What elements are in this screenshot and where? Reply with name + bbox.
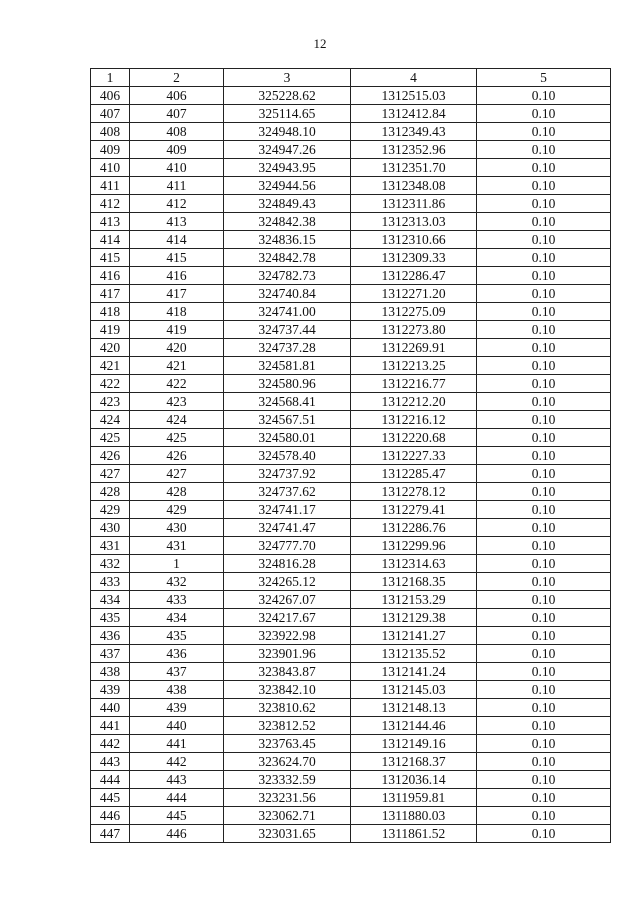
value-cell: 0.10 <box>477 105 611 123</box>
x-coordinate-cell: 323624.70 <box>224 753 351 771</box>
row-number-cell: 436 <box>91 627 130 645</box>
point-number-cell: 413 <box>130 213 224 231</box>
row-number-cell: 421 <box>91 357 130 375</box>
table-row <box>91 357 611 375</box>
x-coordinate-cell: 324580.96 <box>224 375 351 393</box>
x-coordinate-cell: 324842.78 <box>224 249 351 267</box>
x-coordinate-cell: 325114.65 <box>224 105 351 123</box>
value-cell: 0.10 <box>477 195 611 213</box>
x-coordinate-cell: 325228.62 <box>224 87 351 105</box>
value-cell: 0.10 <box>477 537 611 555</box>
table-row <box>91 501 611 519</box>
point-number-cell: 416 <box>130 267 224 285</box>
table-row <box>91 213 611 231</box>
point-number-cell: 421 <box>130 357 224 375</box>
point-number-cell: 432 <box>130 573 224 591</box>
y-coordinate-cell: 1312227.33 <box>351 447 477 465</box>
row-number-cell: 418 <box>91 303 130 321</box>
value-cell: 0.10 <box>477 717 611 735</box>
point-number-cell: 438 <box>130 681 224 699</box>
value-cell: 0.10 <box>477 609 611 627</box>
x-coordinate-cell: 323332.59 <box>224 771 351 789</box>
y-coordinate-cell: 1312273.80 <box>351 321 477 339</box>
y-coordinate-cell: 1311880.03 <box>351 807 477 825</box>
point-number-cell: 422 <box>130 375 224 393</box>
column-header: 5 <box>477 69 611 87</box>
table-row <box>91 555 611 573</box>
value-cell: 0.10 <box>477 213 611 231</box>
row-number-cell: 428 <box>91 483 130 501</box>
x-coordinate-cell: 324267.07 <box>224 591 351 609</box>
value-cell: 0.10 <box>477 375 611 393</box>
row-number-cell: 431 <box>91 537 130 555</box>
point-number-cell: 430 <box>130 519 224 537</box>
row-number-cell: 434 <box>91 591 130 609</box>
table-body <box>91 87 611 843</box>
x-coordinate-cell: 324782.73 <box>224 267 351 285</box>
value-cell: 0.10 <box>477 825 611 843</box>
y-coordinate-cell: 1312279.41 <box>351 501 477 519</box>
row-number-cell: 443 <box>91 753 130 771</box>
row-number-cell: 444 <box>91 771 130 789</box>
y-coordinate-cell: 1312145.03 <box>351 681 477 699</box>
value-cell: 0.10 <box>477 663 611 681</box>
table-row <box>91 123 611 141</box>
x-coordinate-cell: 324740.84 <box>224 285 351 303</box>
point-number-cell: 420 <box>130 339 224 357</box>
value-cell: 0.10 <box>477 429 611 447</box>
table-row <box>91 609 611 627</box>
table-row <box>91 303 611 321</box>
row-number-cell: 407 <box>91 105 130 123</box>
x-coordinate-cell: 324816.28 <box>224 555 351 573</box>
point-number-cell: 446 <box>130 825 224 843</box>
table-row <box>91 771 611 789</box>
value-cell: 0.10 <box>477 483 611 501</box>
table-row <box>91 825 611 843</box>
table-row <box>91 699 611 717</box>
x-coordinate-cell: 324567.51 <box>224 411 351 429</box>
value-cell: 0.10 <box>477 339 611 357</box>
row-number-cell: 425 <box>91 429 130 447</box>
x-coordinate-cell: 324581.81 <box>224 357 351 375</box>
y-coordinate-cell: 1312216.77 <box>351 375 477 393</box>
point-number-cell: 429 <box>130 501 224 519</box>
x-coordinate-cell: 323810.62 <box>224 699 351 717</box>
x-coordinate-cell: 324777.70 <box>224 537 351 555</box>
x-coordinate-cell: 324568.41 <box>224 393 351 411</box>
row-number-cell: 424 <box>91 411 130 429</box>
point-number-cell: 409 <box>130 141 224 159</box>
point-number-cell: 412 <box>130 195 224 213</box>
x-coordinate-cell: 324948.10 <box>224 123 351 141</box>
value-cell: 0.10 <box>477 699 611 717</box>
y-coordinate-cell: 1312311.86 <box>351 195 477 213</box>
point-number-cell: 425 <box>130 429 224 447</box>
table-row <box>91 393 611 411</box>
value-cell: 0.10 <box>477 753 611 771</box>
table-row <box>91 627 611 645</box>
row-number-cell: 440 <box>91 699 130 717</box>
value-cell: 0.10 <box>477 303 611 321</box>
x-coordinate-cell: 323922.98 <box>224 627 351 645</box>
y-coordinate-cell: 1312285.47 <box>351 465 477 483</box>
row-number-cell: 419 <box>91 321 130 339</box>
row-number-cell: 439 <box>91 681 130 699</box>
row-number-cell: 446 <box>91 807 130 825</box>
x-coordinate-cell: 324741.47 <box>224 519 351 537</box>
table-row <box>91 177 611 195</box>
value-cell: 0.10 <box>477 393 611 411</box>
row-number-cell: 413 <box>91 213 130 231</box>
x-coordinate-cell: 324741.17 <box>224 501 351 519</box>
y-coordinate-cell: 1312149.16 <box>351 735 477 753</box>
value-cell: 0.10 <box>477 573 611 591</box>
point-number-cell: 442 <box>130 753 224 771</box>
column-header: 3 <box>224 69 351 87</box>
point-number-cell: 445 <box>130 807 224 825</box>
row-number-cell: 438 <box>91 663 130 681</box>
value-cell: 0.10 <box>477 123 611 141</box>
x-coordinate-cell: 323843.87 <box>224 663 351 681</box>
point-number-cell: 433 <box>130 591 224 609</box>
table-row <box>91 591 611 609</box>
value-cell: 0.10 <box>477 357 611 375</box>
point-number-cell: 406 <box>130 87 224 105</box>
x-coordinate-cell: 324943.95 <box>224 159 351 177</box>
row-number-cell: 427 <box>91 465 130 483</box>
table-row <box>91 717 611 735</box>
value-cell: 0.10 <box>477 411 611 429</box>
row-number-cell: 412 <box>91 195 130 213</box>
row-number-cell: 442 <box>91 735 130 753</box>
row-number-cell: 406 <box>91 87 130 105</box>
x-coordinate-cell: 324842.38 <box>224 213 351 231</box>
table-row <box>91 375 611 393</box>
y-coordinate-cell: 1312129.38 <box>351 609 477 627</box>
value-cell: 0.10 <box>477 159 611 177</box>
row-number-cell: 409 <box>91 141 130 159</box>
page-number: 12 <box>313 36 327 51</box>
point-number-cell: 434 <box>130 609 224 627</box>
value-cell: 0.10 <box>477 627 611 645</box>
y-coordinate-cell: 1312269.91 <box>351 339 477 357</box>
point-number-cell: 423 <box>130 393 224 411</box>
y-coordinate-cell: 1312286.47 <box>351 267 477 285</box>
point-number-cell: 441 <box>130 735 224 753</box>
value-cell: 0.10 <box>477 555 611 573</box>
table-row <box>91 663 611 681</box>
row-number-cell: 416 <box>91 267 130 285</box>
table-row <box>91 537 611 555</box>
point-number-cell: 435 <box>130 627 224 645</box>
y-coordinate-cell: 1312213.25 <box>351 357 477 375</box>
y-coordinate-cell: 1312212.20 <box>351 393 477 411</box>
point-number-cell: 437 <box>130 663 224 681</box>
table-row <box>91 465 611 483</box>
value-cell: 0.10 <box>477 267 611 285</box>
table-row <box>91 789 611 807</box>
point-number-cell: 436 <box>130 645 224 663</box>
value-cell: 0.10 <box>477 645 611 663</box>
x-coordinate-cell: 324741.00 <box>224 303 351 321</box>
y-coordinate-cell: 1312313.03 <box>351 213 477 231</box>
point-number-cell: 410 <box>130 159 224 177</box>
value-cell: 0.10 <box>477 141 611 159</box>
table-row <box>91 87 611 105</box>
value-cell: 0.10 <box>477 681 611 699</box>
table-row <box>91 339 611 357</box>
y-coordinate-cell: 1312153.29 <box>351 591 477 609</box>
table-row <box>91 249 611 267</box>
x-coordinate-cell: 323231.56 <box>224 789 351 807</box>
x-coordinate-cell: 324737.44 <box>224 321 351 339</box>
table-row <box>91 645 611 663</box>
point-number-cell: 418 <box>130 303 224 321</box>
row-number-cell: 433 <box>91 573 130 591</box>
table-row <box>91 231 611 249</box>
table-row <box>91 141 611 159</box>
row-number-cell: 410 <box>91 159 130 177</box>
point-number-cell: 419 <box>130 321 224 339</box>
x-coordinate-cell: 323901.96 <box>224 645 351 663</box>
y-coordinate-cell: 1312278.12 <box>351 483 477 501</box>
y-coordinate-cell: 1312351.70 <box>351 159 477 177</box>
x-coordinate-cell: 323842.10 <box>224 681 351 699</box>
value-cell: 0.10 <box>477 465 611 483</box>
point-number-cell: 439 <box>130 699 224 717</box>
row-number-cell: 445 <box>91 789 130 807</box>
x-coordinate-cell: 324849.43 <box>224 195 351 213</box>
table-row <box>91 429 611 447</box>
table-row <box>91 735 611 753</box>
point-number-cell: 431 <box>130 537 224 555</box>
y-coordinate-cell: 1312299.96 <box>351 537 477 555</box>
x-coordinate-cell: 323031.65 <box>224 825 351 843</box>
table-row <box>91 105 611 123</box>
x-coordinate-cell: 324947.26 <box>224 141 351 159</box>
point-number-cell: 426 <box>130 447 224 465</box>
point-number-cell: 415 <box>130 249 224 267</box>
point-number-cell: 1 <box>130 555 224 573</box>
row-number-cell: 408 <box>91 123 130 141</box>
y-coordinate-cell: 1312036.14 <box>351 771 477 789</box>
row-number-cell: 437 <box>91 645 130 663</box>
value-cell: 0.10 <box>477 177 611 195</box>
row-number-cell: 435 <box>91 609 130 627</box>
y-coordinate-cell: 1312271.20 <box>351 285 477 303</box>
value-cell: 0.10 <box>477 285 611 303</box>
y-coordinate-cell: 1312144.46 <box>351 717 477 735</box>
point-number-cell: 444 <box>130 789 224 807</box>
x-coordinate-cell: 324580.01 <box>224 429 351 447</box>
column-header: 4 <box>351 69 477 87</box>
row-number-cell: 441 <box>91 717 130 735</box>
x-coordinate-cell: 324217.67 <box>224 609 351 627</box>
value-cell: 0.10 <box>477 771 611 789</box>
table-row <box>91 285 611 303</box>
x-coordinate-cell: 324737.62 <box>224 483 351 501</box>
x-coordinate-cell: 324836.15 <box>224 231 351 249</box>
point-number-cell: 408 <box>130 123 224 141</box>
point-number-cell: 424 <box>130 411 224 429</box>
value-cell: 0.10 <box>477 591 611 609</box>
row-number-cell: 414 <box>91 231 130 249</box>
row-number-cell: 430 <box>91 519 130 537</box>
y-coordinate-cell: 1312135.52 <box>351 645 477 663</box>
point-number-cell: 417 <box>130 285 224 303</box>
row-number-cell: 411 <box>91 177 130 195</box>
y-coordinate-cell: 1312314.63 <box>351 555 477 573</box>
value-cell: 0.10 <box>477 321 611 339</box>
y-coordinate-cell: 1312168.35 <box>351 573 477 591</box>
x-coordinate-cell: 324737.92 <box>224 465 351 483</box>
table-row <box>91 267 611 285</box>
y-coordinate-cell: 1312352.96 <box>351 141 477 159</box>
point-number-cell: 428 <box>130 483 224 501</box>
x-coordinate-cell: 323062.71 <box>224 807 351 825</box>
row-number-cell: 420 <box>91 339 130 357</box>
y-coordinate-cell: 1312309.33 <box>351 249 477 267</box>
table-row <box>91 483 611 501</box>
point-number-cell: 407 <box>130 105 224 123</box>
value-cell: 0.10 <box>477 87 611 105</box>
value-cell: 0.10 <box>477 249 611 267</box>
table-row <box>91 681 611 699</box>
value-cell: 0.10 <box>477 807 611 825</box>
y-coordinate-cell: 1311959.81 <box>351 789 477 807</box>
value-cell: 0.10 <box>477 447 611 465</box>
table-row <box>91 519 611 537</box>
table-row <box>91 195 611 213</box>
point-number-cell: 443 <box>130 771 224 789</box>
coordinates-table <box>90 68 611 843</box>
x-coordinate-cell: 324578.40 <box>224 447 351 465</box>
row-number-cell: 423 <box>91 393 130 411</box>
row-number-cell: 422 <box>91 375 130 393</box>
y-coordinate-cell: 1312141.27 <box>351 627 477 645</box>
row-number-cell: 417 <box>91 285 130 303</box>
y-coordinate-cell: 1312220.68 <box>351 429 477 447</box>
value-cell: 0.10 <box>477 231 611 249</box>
column-header: 1 <box>91 69 130 87</box>
table-row <box>91 447 611 465</box>
table-row <box>91 573 611 591</box>
x-coordinate-cell: 324265.12 <box>224 573 351 591</box>
table-row <box>91 411 611 429</box>
y-coordinate-cell: 1312515.03 <box>351 87 477 105</box>
table-header-row <box>91 69 611 87</box>
y-coordinate-cell: 1312216.12 <box>351 411 477 429</box>
point-number-cell: 414 <box>130 231 224 249</box>
value-cell: 0.10 <box>477 519 611 537</box>
y-coordinate-cell: 1312286.76 <box>351 519 477 537</box>
row-number-cell: 426 <box>91 447 130 465</box>
row-number-cell: 429 <box>91 501 130 519</box>
y-coordinate-cell: 1312412.84 <box>351 105 477 123</box>
table-row <box>91 753 611 771</box>
y-coordinate-cell: 1312349.43 <box>351 123 477 141</box>
y-coordinate-cell: 1312348.08 <box>351 177 477 195</box>
table-row <box>91 321 611 339</box>
table-row <box>91 159 611 177</box>
x-coordinate-cell: 324944.56 <box>224 177 351 195</box>
y-coordinate-cell: 1312168.37 <box>351 753 477 771</box>
y-coordinate-cell: 1312275.09 <box>351 303 477 321</box>
y-coordinate-cell: 1312148.13 <box>351 699 477 717</box>
x-coordinate-cell: 323812.52 <box>224 717 351 735</box>
y-coordinate-cell: 1311861.52 <box>351 825 477 843</box>
row-number-cell: 415 <box>91 249 130 267</box>
x-coordinate-cell: 324737.28 <box>224 339 351 357</box>
value-cell: 0.10 <box>477 501 611 519</box>
row-number-cell: 447 <box>91 825 130 843</box>
value-cell: 0.10 <box>477 789 611 807</box>
y-coordinate-cell: 1312310.66 <box>351 231 477 249</box>
y-coordinate-cell: 1312141.24 <box>351 663 477 681</box>
point-number-cell: 440 <box>130 717 224 735</box>
column-header: 2 <box>130 69 224 87</box>
point-number-cell: 411 <box>130 177 224 195</box>
x-coordinate-cell: 323763.45 <box>224 735 351 753</box>
row-number-cell: 432 <box>91 555 130 573</box>
point-number-cell: 427 <box>130 465 224 483</box>
table-row <box>91 807 611 825</box>
value-cell: 0.10 <box>477 735 611 753</box>
